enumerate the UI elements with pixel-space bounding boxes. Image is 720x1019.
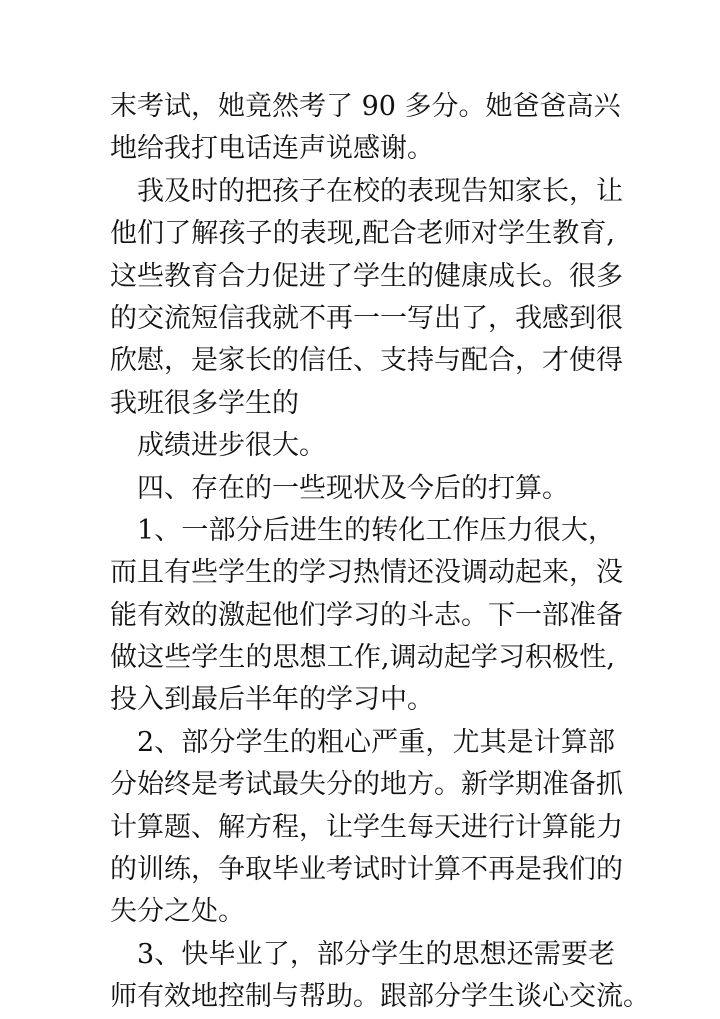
text-line: 的训练，争取毕业考试时计算不再是我们的 — [110, 854, 623, 886]
text-line: 做这些学生的思想工作,调动起学习积极性, — [110, 642, 615, 674]
text-line: 能有效的激起他们学习的斗志。下一部准备 — [110, 599, 623, 631]
text-line: 1、一部分后进生的转化工作压力很大， — [137, 514, 615, 546]
text-line: 计算题、解方程，让学生每天进行计算能力 — [110, 811, 623, 843]
text-line: 失分之处。 — [110, 896, 245, 928]
text-line: 的交流短信我就不再一一写出了，我感到很 — [110, 302, 623, 334]
text-line: 我及时的把孩子在校的表现告知家长，让 — [137, 175, 623, 207]
text-line: 2、部分学生的粗心严重，尤其是计算部 — [137, 726, 615, 758]
text-line: 欣慰，是家长的信任、支持与配合，才使得 — [110, 345, 623, 377]
text-line: 投入到最后半年的学习中。 — [110, 684, 434, 716]
text-line: 我班很多学生的 — [110, 387, 299, 419]
text-line: 师有效地控制与帮助。跟部分学生谈心交流。 — [110, 981, 650, 1013]
text-line: 地给我打电话连声说感谢。 — [110, 133, 434, 165]
document-body — [110, 86, 650, 1019]
text-line: 成绩进步很大。 — [137, 430, 326, 462]
text-line: 3、快毕业了，部分学生的思想还需要老 — [137, 938, 615, 970]
text-line: 而且有些学生的学习热情还没调动起来，没 — [110, 557, 623, 589]
text-line: 末考试，她竟然考了 90 多分。她爸爸高兴 — [110, 91, 621, 122]
text-line: 四、存在的一些现状及今后的打算。 — [137, 472, 569, 504]
text-line: 他们了解孩子的表现,配合老师对学生教育, — [110, 218, 615, 250]
text-line: 这些教育合力促进了学生的健康成长。很多 — [110, 260, 623, 292]
text-line: 分始终是考试最失分的地方。新学期准备抓 — [110, 769, 623, 801]
